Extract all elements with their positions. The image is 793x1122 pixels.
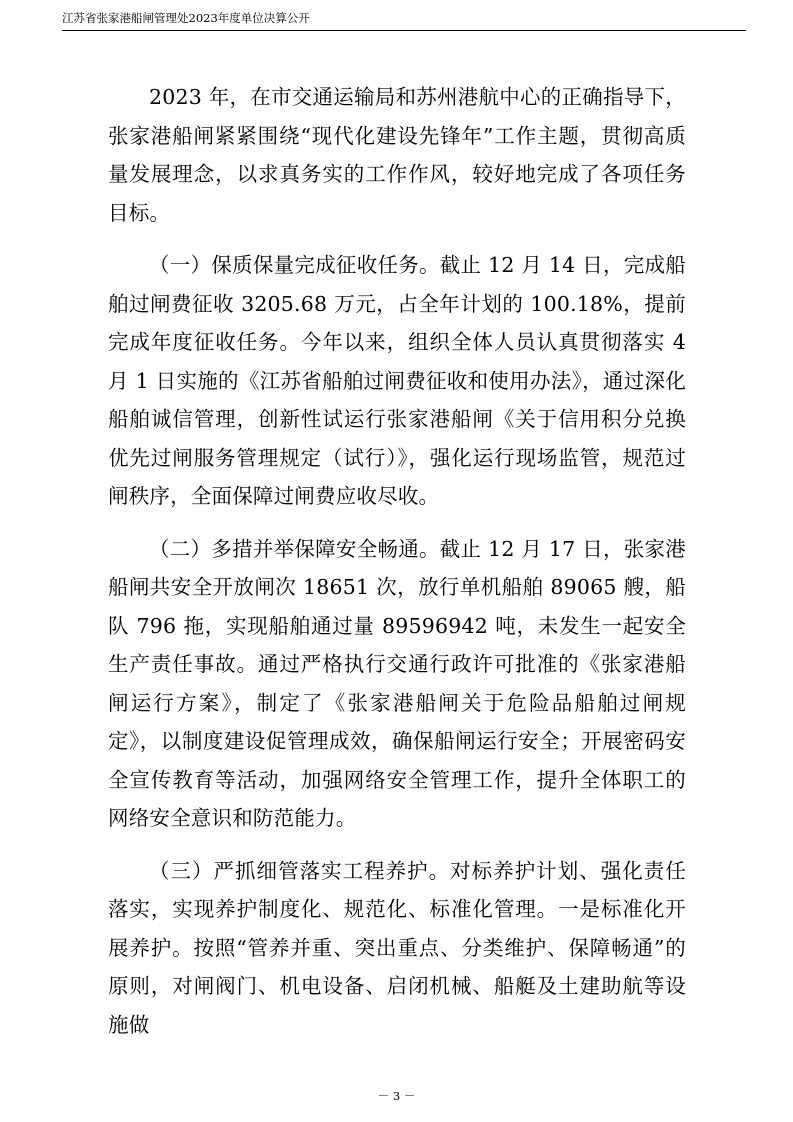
running-header [62,8,746,31]
paragraph-section-1: （一）保质保量完成征收任务。截止 12 月 14 日，完成船舶过闸费征收 3205.68 万元，占全年计划的 100.18%，提前完成年度征收任务。今年以来，组织全体人员认真贯彻落实 4 月 1 日实施的《江苏省船舶过闸费征收和使用办法》，通过深化船舶诚信管理，创新性试运行张家港船闸《关于信用积分兑换优先过闸服务管理规定（试行）》，强化运行现场监管，规范过闸秩序，全面保障过闸费应收尽收。 [108,253,686,508]
paragraph-intro: 2023 年，在市交通运输局和苏州港航中心的正确指导下，张家港船闸紧紧围绕“现代化建设先锋年”工作主题，贯彻高质量发展理念，以求真务实的工作作风，较好地完成了各项任务目标。 [108,85,686,225]
page-number: － 3 － [377,1089,416,1103]
document-body [108,78,686,1058]
paragraph-section-2: （二）多措并举保障安全畅通。截止 12 月 17 日，张家港船闸共安全开放闸次 18651 次，放行单机船舶 89065 艘，船队 796 拖，实现船舶通过量 89596942 吨，未发生一起安全生产责任事故。通过严格执行交通行政许可批准的《张家港船闸运行方案》，制定了《张家港船闸关于危险品船舶过闸规定》，以制度建设促管理成效，确保船闸运行安全；开展密码安全宣传教育等活动，加强网络安全管理工作，提升全体职工的网络安全意识和防范能力。 [108,536,686,830]
paragraph-section-3: （三）严抓细管落实工程养护。对标养护计划、强化责任落实，实现养护制度化、规范化、标准化管理。一是标准化开展养护。按照“管养并重、突出重点、分类维护、保障畅通”的原则，对闸阀门、机电设备、启闭机械、船艇及土建助航等设施做 [108,858,686,1037]
document-title: 江苏省张家港船闸管理处2023年度单位决算公开 [62,11,310,25]
